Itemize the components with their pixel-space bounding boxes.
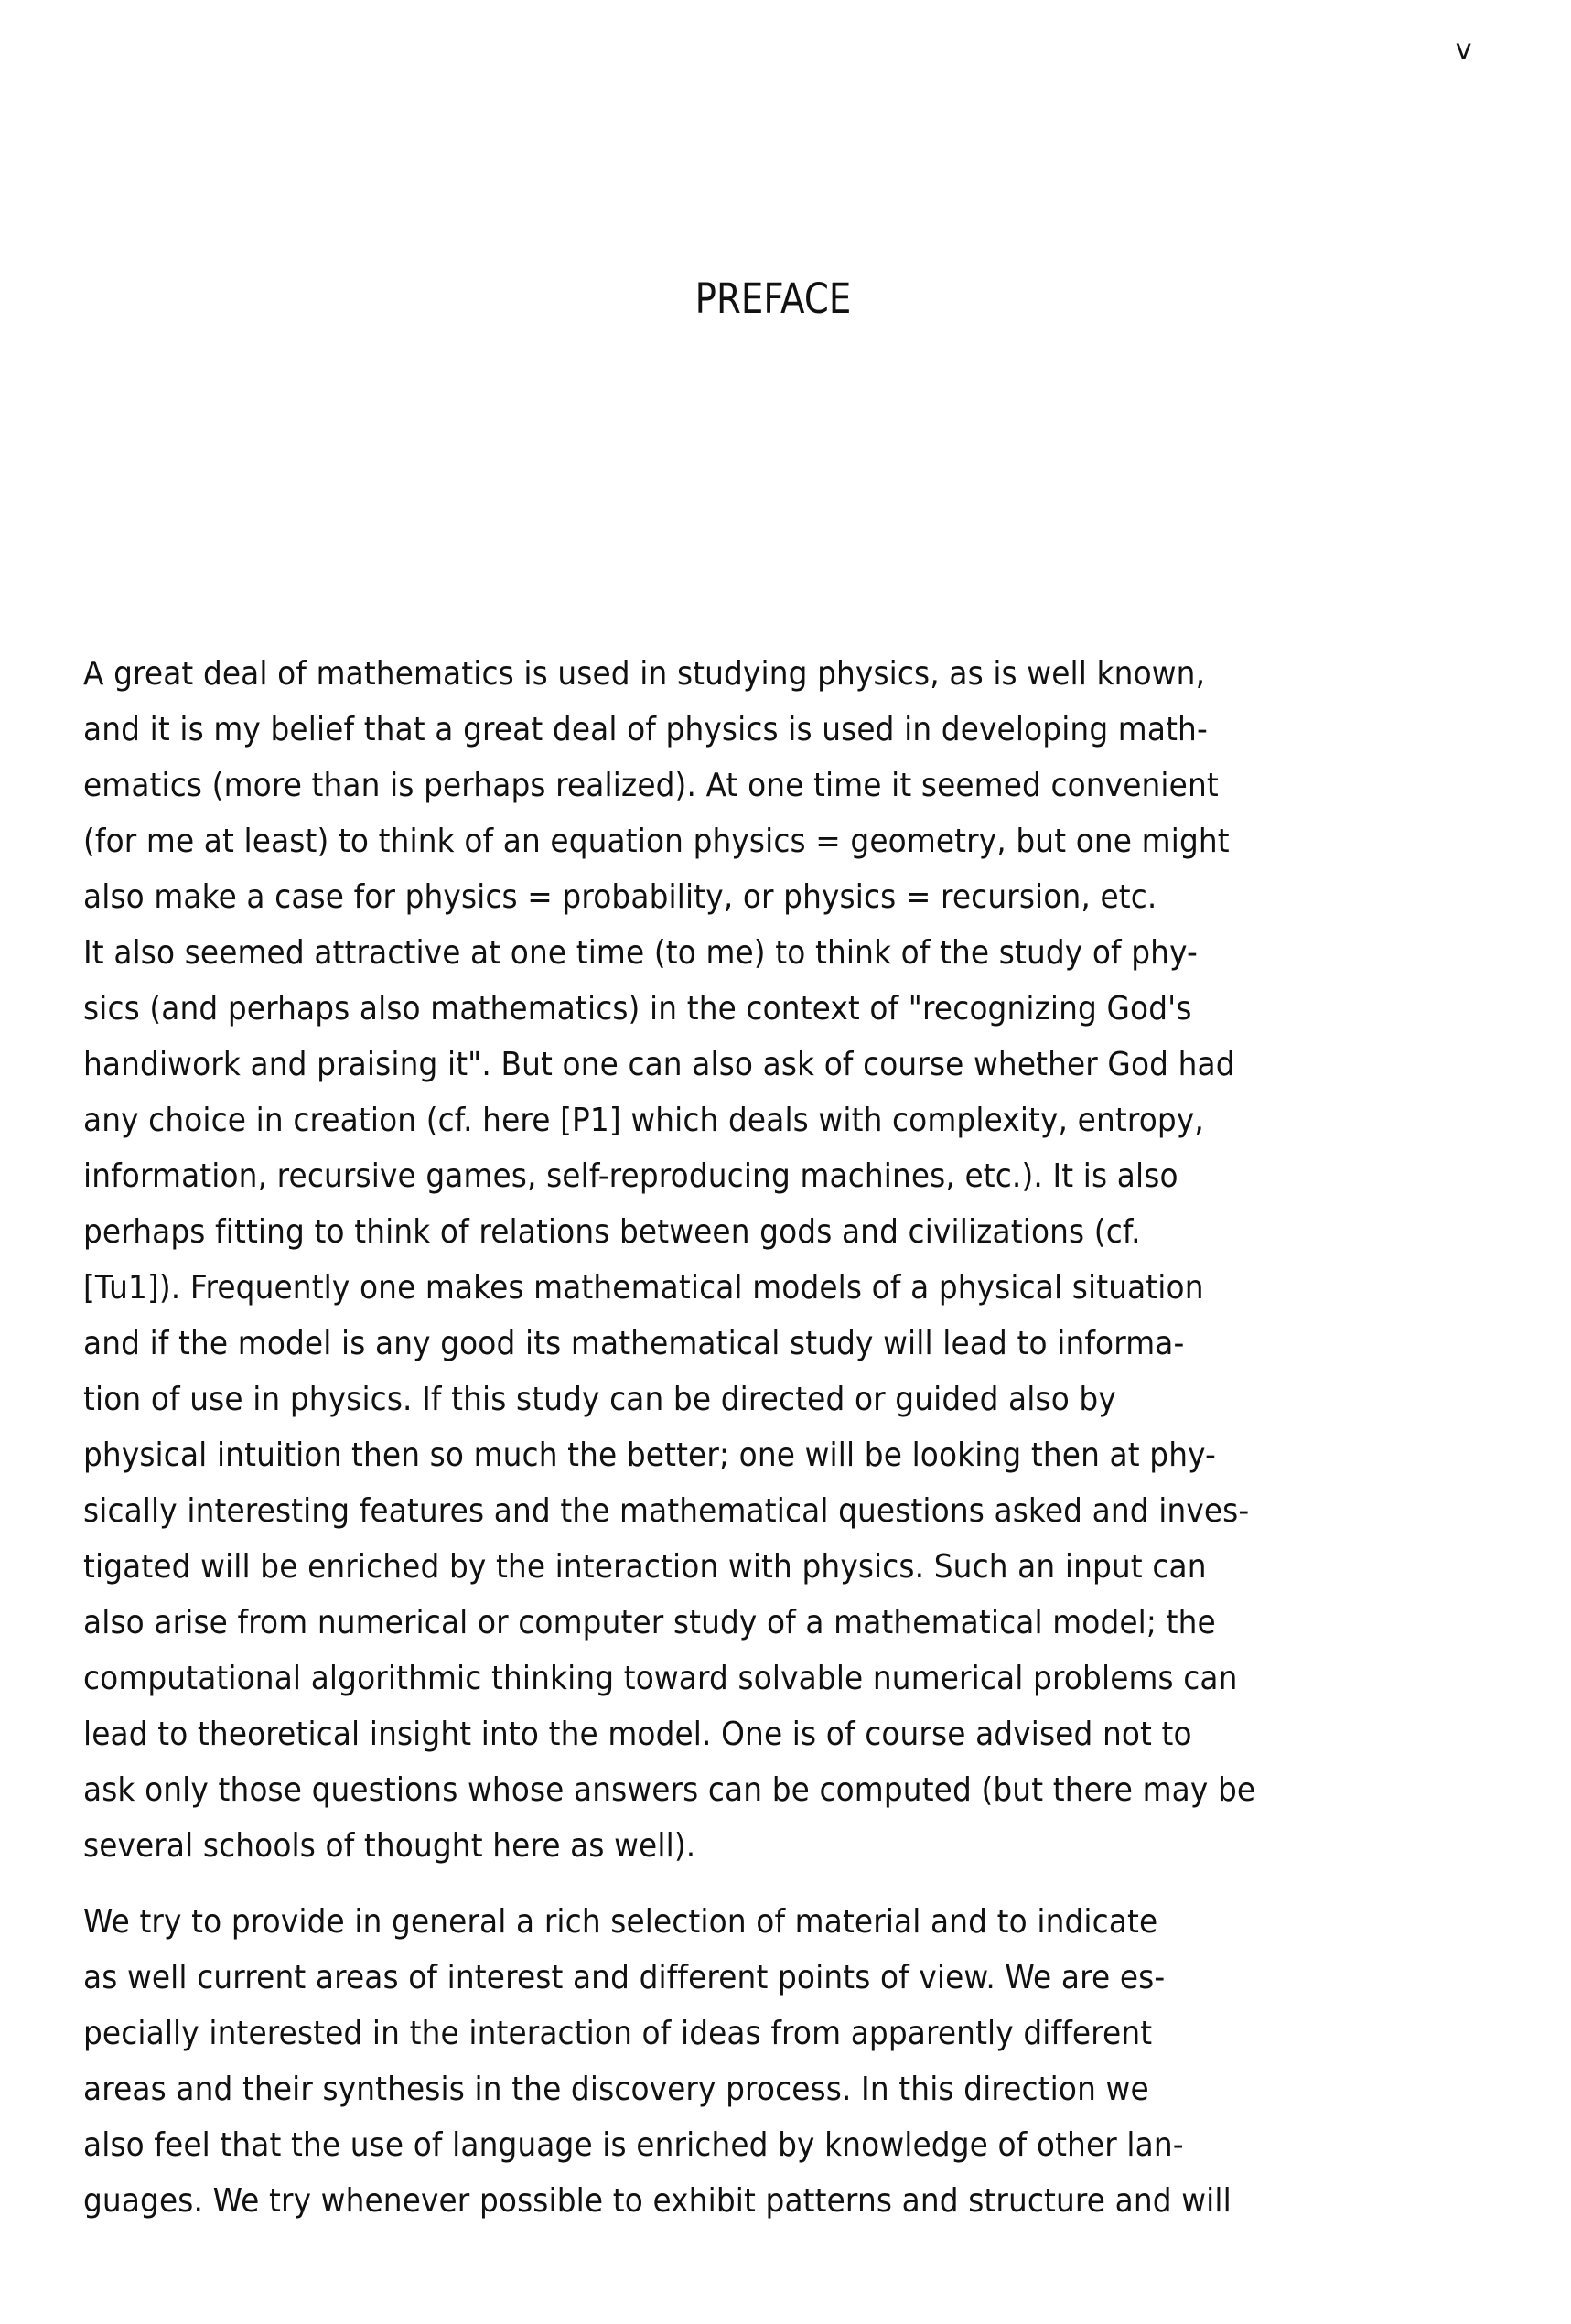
text-line: A great deal of mathematics is used in studying physics, as is well known, <box>83 655 1206 693</box>
text-line: sically interesting features and the mathematical questions asked and inves- <box>83 1492 1250 1530</box>
text-line: It also seemed attractive at one time (to me) to think of the study of phy- <box>83 934 1198 972</box>
text-line: computational algorithmic thinking toward solvable numerical problems can <box>83 1660 1238 1697</box>
text-line: We try to provide in general a rich selection of material and to indicate <box>83 1903 1158 1941</box>
text-line: sics (and perhaps also mathematics) in the context of "recognizing God's <box>83 990 1192 1028</box>
text-line: and it is my belief that a great deal of physics is used in developing math- <box>83 711 1208 748</box>
text-line: ematics (more than is perhaps realized). At one time it seemed convenient <box>83 767 1219 804</box>
text-line: physical intuition then so much the better; one will be looking then at phy- <box>83 1436 1216 1474</box>
text-line: [Tu1]). Frequently one makes mathematical models of a physical situation <box>83 1269 1204 1307</box>
text-line: any choice in creation (cf. here [P1] which deals with complexity, entropy, <box>83 1102 1204 1139</box>
text-line: tigated will be enriched by the interaction with physics. Such an input can <box>83 1548 1207 1586</box>
preface-body <box>83 646 1547 2229</box>
text-line: tion of use in physics. If this study can be directed or guided also by <box>83 1381 1116 1418</box>
text-line: lead to theoretical insight into the model. One is of course advised not to <box>83 1716 1192 1753</box>
text-line: also arise from numerical or computer study of a mathematical model; the <box>83 1604 1216 1641</box>
text-line: ask only those questions whose answers can be computed (but there may be <box>83 1771 1256 1809</box>
text-line: also feel that the use of language is enriched by knowledge of other lan- <box>83 2126 1184 2164</box>
paragraph-2 <box>83 1894 1547 2229</box>
text-line: information, recursive games, self-reproducing machines, etc.). It is also <box>83 1157 1178 1195</box>
page-title: PREFACE <box>694 274 852 323</box>
paragraph-1 <box>83 646 1547 1874</box>
text-line: also make a case for physics = probability, or physics = recursion, etc. <box>83 878 1157 916</box>
page-number: v <box>1455 34 1472 66</box>
text-line: guages. We try whenever possible to exhibit patterns and structure and will <box>83 2182 1232 2220</box>
text-line: areas and their synthesis in the discovery process. In this direction we <box>83 2071 1149 2108</box>
text-line: as well current areas of interest and different points of view. We are es- <box>83 1959 1166 1996</box>
text-line: (for me at least) to think of an equation physics = geometry, but one might <box>83 823 1230 860</box>
text-line: perhaps fitting to think of relations between gods and civilizations (cf. <box>83 1213 1141 1251</box>
text-line: handiwork and praising it". But one can also ask of course whether God had <box>83 1046 1235 1083</box>
text-line: several schools of thought here as well). <box>83 1827 696 1865</box>
text-line: pecially interested in the interaction of ideas from apparently different <box>83 2015 1153 2052</box>
text-line: and if the model is any good its mathematical study will lead to informa- <box>83 1325 1185 1362</box>
